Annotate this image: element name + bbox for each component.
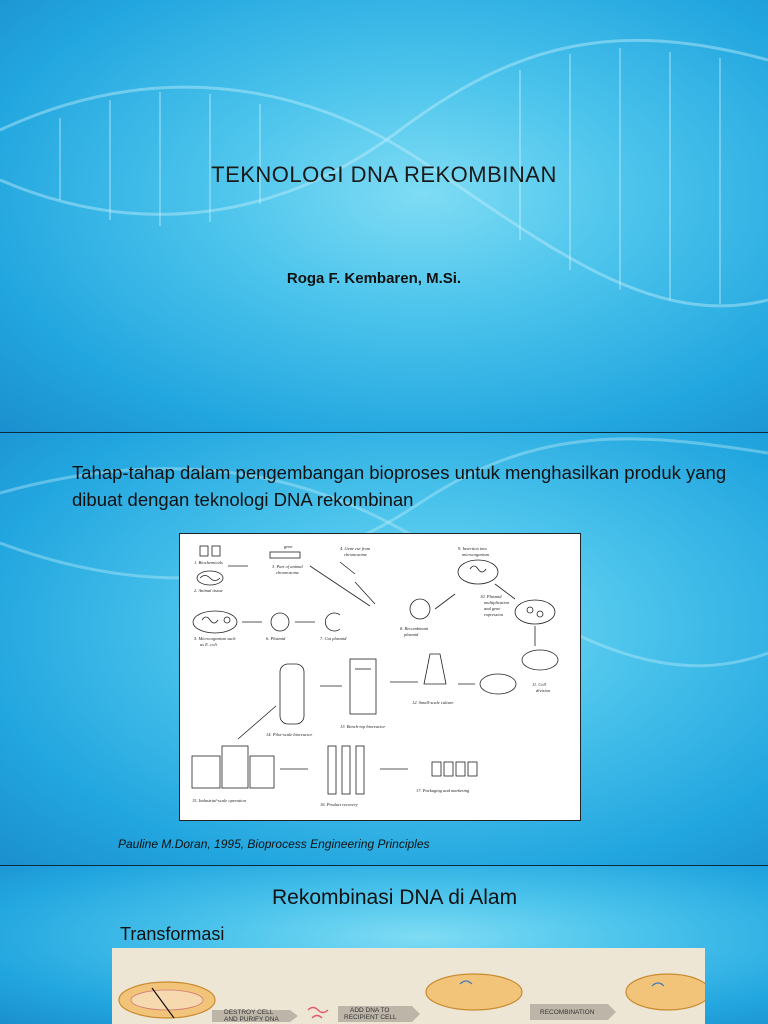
figure-label: 11. Cell: [532, 682, 546, 687]
bottle-icon: [200, 546, 208, 556]
figure-label: 17. Packaging and marketing: [416, 788, 470, 793]
recovery-column-icon: [342, 746, 350, 794]
bioprocess-slide: [0, 433, 768, 865]
figure-label: 3. Part of animal: [272, 564, 303, 569]
product-package-icon: [468, 762, 477, 776]
slide-heading: Tahap-tahap dalam pengembangan bioproses untuk menghasilkan produk yang dibuat dengan teknologi DNA rekombinan: [72, 462, 727, 510]
bioprocess-diagram: [179, 533, 581, 821]
figure-label: and gene: [484, 606, 501, 611]
recombinant-plasmid-icon: [410, 599, 430, 619]
figure-label: division: [536, 688, 551, 693]
figure-label: 4. Gene cut from: [340, 546, 371, 551]
plasmid-icon: [271, 613, 289, 631]
recipient-cell-icon: [426, 974, 522, 1010]
gene-fragment-icon: [340, 562, 355, 574]
presentation-title: TEKNOLOGI DNA REKOMBINAN: [211, 162, 557, 187]
recovery-column-icon: [356, 746, 364, 794]
arrow-icon: [435, 594, 455, 609]
pilot-bioreactor-icon: [280, 664, 304, 724]
bioprocess-flow-svg: [180, 534, 580, 820]
figure-citation: Pauline M.Doran, 1995, Bioprocess Engineering Principles: [118, 837, 430, 851]
figure-label: 7. Cut plasmid: [320, 636, 347, 641]
recovery-column-icon: [328, 746, 336, 794]
figure-label: 1. Biochemicals: [194, 560, 223, 565]
recombination-slide: [0, 866, 768, 1024]
bottle-icon: [212, 546, 220, 556]
arrow-label: RECOMBINATION: [540, 1009, 595, 1016]
arrow-icon: [310, 566, 370, 606]
transformation-illustration: [112, 948, 705, 1024]
transformation-svg: [112, 948, 705, 1024]
figure-label: as E. coli: [200, 642, 217, 647]
product-package-icon: [456, 762, 465, 776]
figure-label: 16. Product recovery: [320, 802, 358, 807]
figure-label: 9. Insertion into: [458, 546, 487, 551]
figure-label: microorganism: [462, 552, 490, 557]
figure-label: 10. Plasmid: [480, 594, 502, 599]
industrial-tank-icon: [192, 756, 220, 788]
industrial-tank-icon: [222, 746, 248, 788]
cut-plasmid-icon: [325, 613, 340, 631]
arrow-icon: [355, 582, 375, 604]
bacterium-icon: [480, 674, 516, 694]
figure-label: chromosome: [276, 570, 299, 575]
chromosome-icon: [270, 552, 300, 558]
bacterium-icon: [522, 650, 558, 670]
product-package-icon: [444, 762, 453, 776]
figure-label: plasmid: [404, 632, 419, 637]
figure-label: gene: [284, 544, 293, 549]
tissue-texture-icon: [200, 576, 220, 581]
dna-fragment-icon: [308, 1008, 328, 1019]
flask-icon: [424, 654, 446, 684]
arrow-label: AND PURIFY DNA: [224, 1016, 279, 1023]
bacterium-icon: [458, 560, 498, 584]
arrow-label: DESTROY CELL: [224, 1009, 274, 1016]
figure-label: 8. Recombinant: [400, 626, 429, 631]
figure-label: 15. Industrial-scale operation: [192, 798, 246, 803]
title-slide: [0, 0, 768, 432]
bacterium-icon: [515, 600, 555, 624]
figure-label: expression: [484, 612, 504, 617]
figure-label: 2. Animal tissue: [194, 588, 223, 593]
dna-squiggle-icon: [202, 617, 218, 623]
figure-label: chromosome: [344, 552, 367, 557]
slide-subtitle: Transformasi: [120, 924, 225, 944]
figure-label: 6. Plasmid: [266, 636, 286, 641]
dna-squiggle-icon: [470, 566, 486, 572]
chromosome-loop-icon: [131, 990, 203, 1010]
industrial-tank-icon: [250, 756, 274, 788]
recombinant-cell-icon: [626, 974, 705, 1010]
dna-helix-background: [0, 0, 768, 432]
plasmid-dot-icon: [537, 611, 543, 617]
bench-bioreactor-icon: [350, 659, 376, 714]
plasmid-dot-icon: [224, 617, 230, 623]
arrow-label: RECIPIENT CELL: [344, 1014, 397, 1021]
plasmid-dot-icon: [527, 607, 533, 613]
figure-label: multiplication: [484, 600, 510, 605]
figure-label: 13. Bench-top bioreactor: [340, 724, 386, 729]
microorganism-icon: [193, 611, 237, 633]
author-name: Roga F. Kembaren, M.Si.: [286, 270, 462, 287]
product-package-icon: [432, 762, 441, 776]
arrow-label: ADD DNA TO: [350, 1007, 390, 1014]
figure-label: 12. Small-scale culture: [412, 700, 454, 705]
figure-label: 5. Microorganism such: [194, 636, 236, 641]
slide-title: Rekombinasi DNA di Alam: [272, 886, 518, 909]
figure-label: 14. Pilot-scale bioreactor: [266, 732, 313, 737]
